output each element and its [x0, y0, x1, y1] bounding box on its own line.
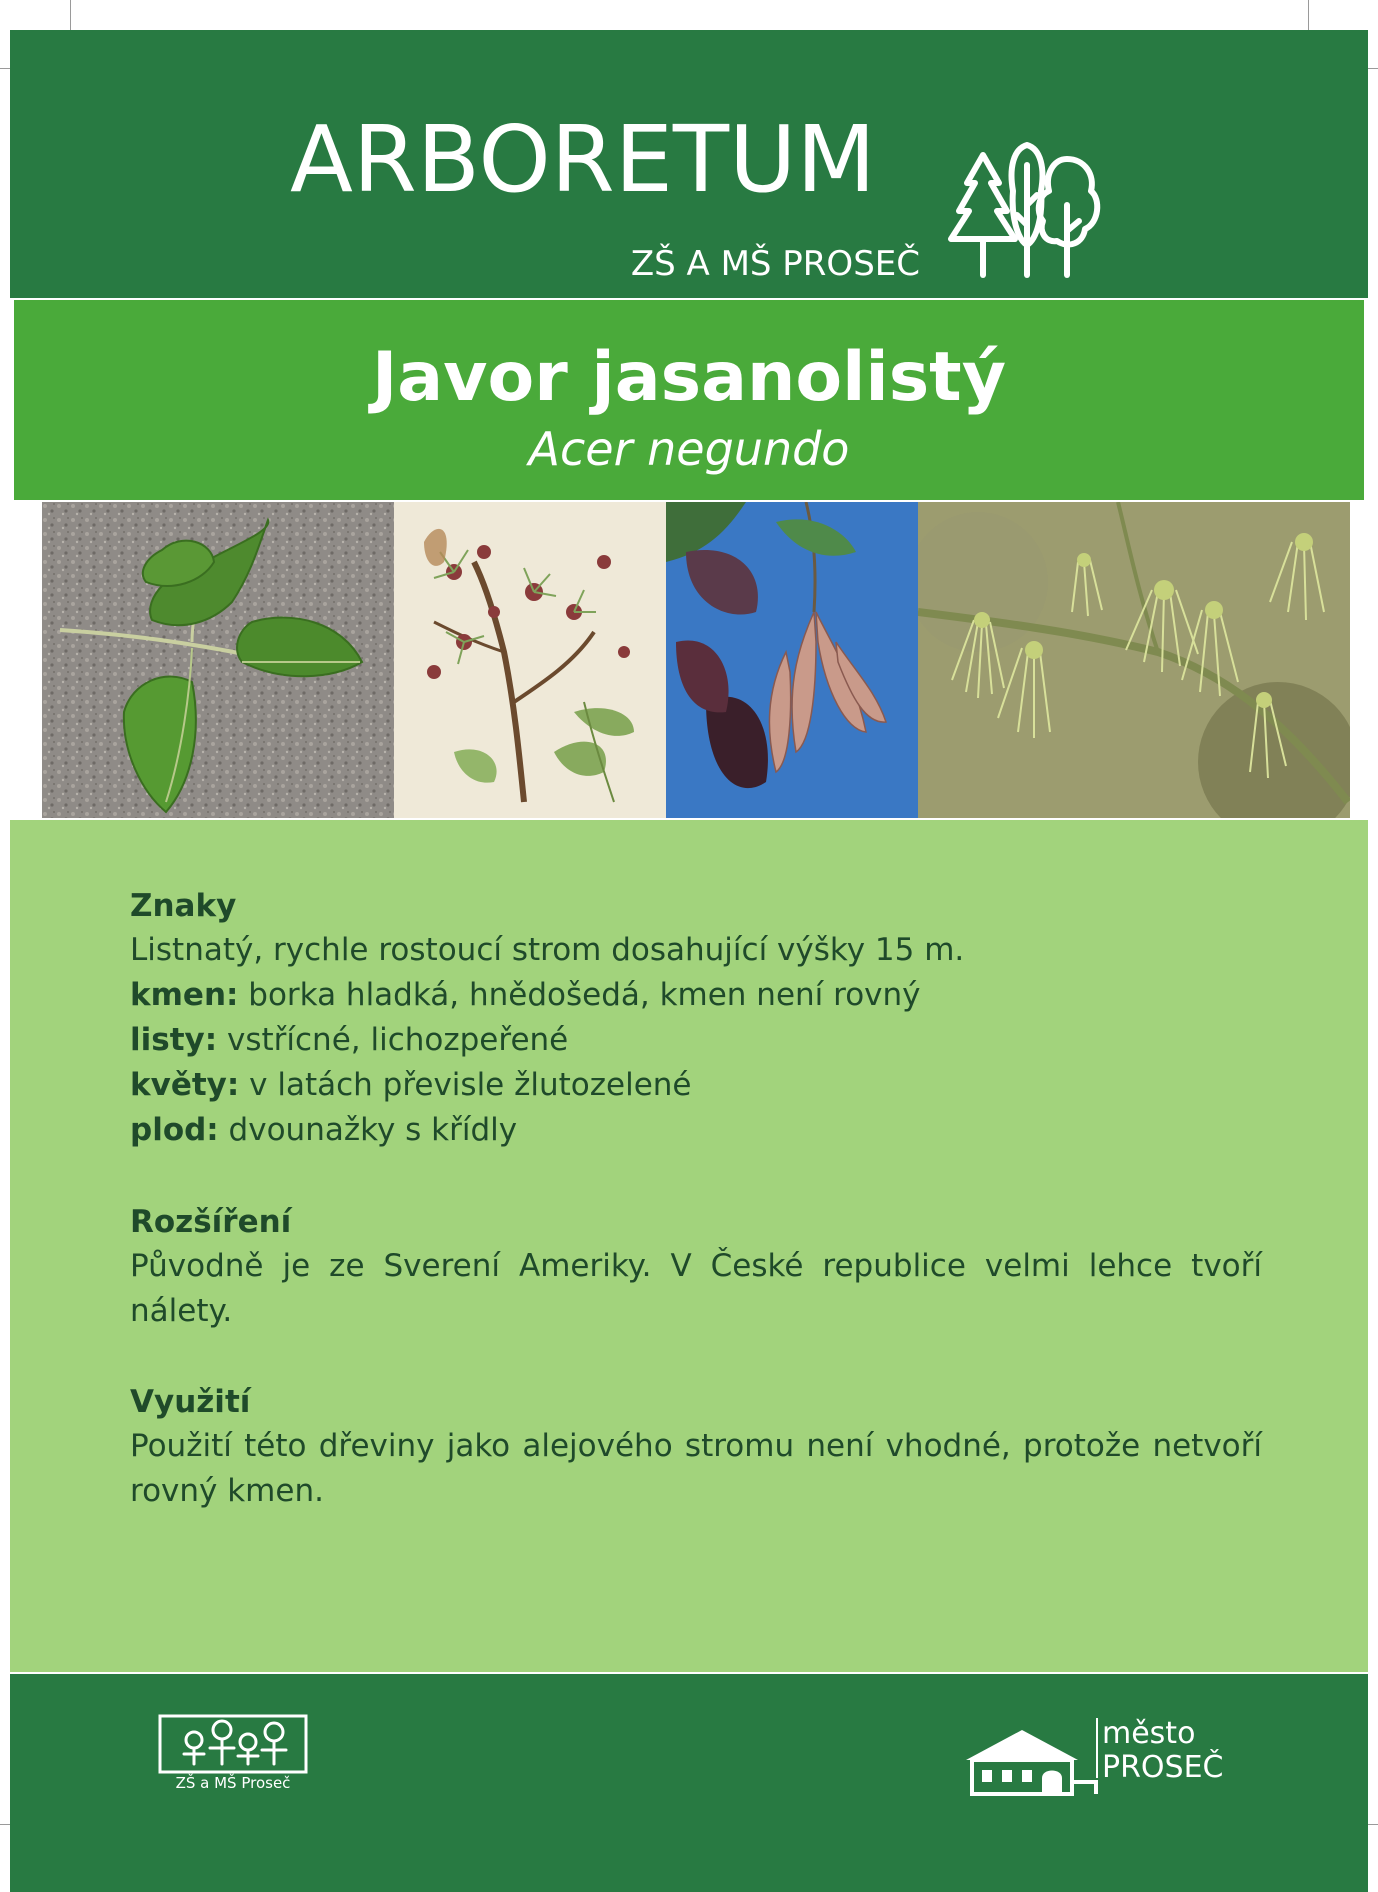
trait-row	[130, 1063, 1262, 1108]
section-text: Použití této dřeviny jako alejového stromu není vhodné, protože netvoří rovný kmen.	[130, 1428, 1262, 1509]
school-label: ZŠ a MŠ Proseč	[175, 1774, 291, 1792]
town-house-icon	[962, 1722, 1112, 1802]
section-vyuziti	[130, 1380, 1262, 1514]
species-name-czech: Javor jasanolistý	[371, 338, 1007, 417]
brand-title: ARBORETUM	[290, 106, 876, 213]
species-title-bar	[14, 300, 1364, 500]
content-panel	[10, 820, 1368, 1672]
trait-row	[130, 1108, 1262, 1153]
trait-label: kmen:	[130, 977, 239, 1013]
trait-label: plod:	[130, 1112, 219, 1148]
trait-value: vstřícné, lichozpeřené	[217, 1022, 569, 1058]
botanical-illustration	[394, 502, 666, 818]
section-heading: Znaky	[130, 888, 237, 924]
section-heading: Využití	[130, 1384, 251, 1420]
section-text: Původně je ze Sverení Ameriky. V České republice velmi lehce tvoří nálety.	[130, 1248, 1262, 1329]
school-logo-icon	[158, 1710, 308, 1810]
photo-strip	[42, 502, 1352, 818]
trees-icon	[945, 135, 1105, 285]
trait-value: borka hladká, hnědošedá, kmen není rovný	[238, 977, 921, 1013]
town-word-2: PROSEČ	[1102, 1750, 1224, 1785]
brand-subtitle: ZŠ A MŠ PROSEČ	[630, 244, 920, 284]
section-heading: Rozšíření	[130, 1204, 292, 1240]
town-divider	[1096, 1718, 1098, 1778]
flowers-photo	[918, 502, 1350, 818]
trait-value: v latách převisle žlutozelené	[239, 1067, 692, 1103]
samaras-photo	[666, 502, 918, 818]
section-rozsireni	[130, 1200, 1262, 1334]
trait-row	[130, 973, 1262, 1018]
trait-label: květy:	[130, 1067, 240, 1103]
footer-banner	[10, 1674, 1368, 1892]
section-text: Listnatý, rychle rostoucí strom dosahující výšky 15 m.	[130, 932, 965, 968]
section-znaky	[130, 884, 1262, 1153]
leaf-photo	[42, 502, 394, 818]
town-word-1: město	[1102, 1716, 1196, 1751]
trait-label: listy:	[130, 1022, 218, 1058]
header-banner	[10, 30, 1368, 298]
trait-value: dvounažky s křídly	[218, 1112, 518, 1148]
trait-row	[130, 1018, 1262, 1063]
species-name-latin: Acer negundo	[528, 422, 850, 476]
